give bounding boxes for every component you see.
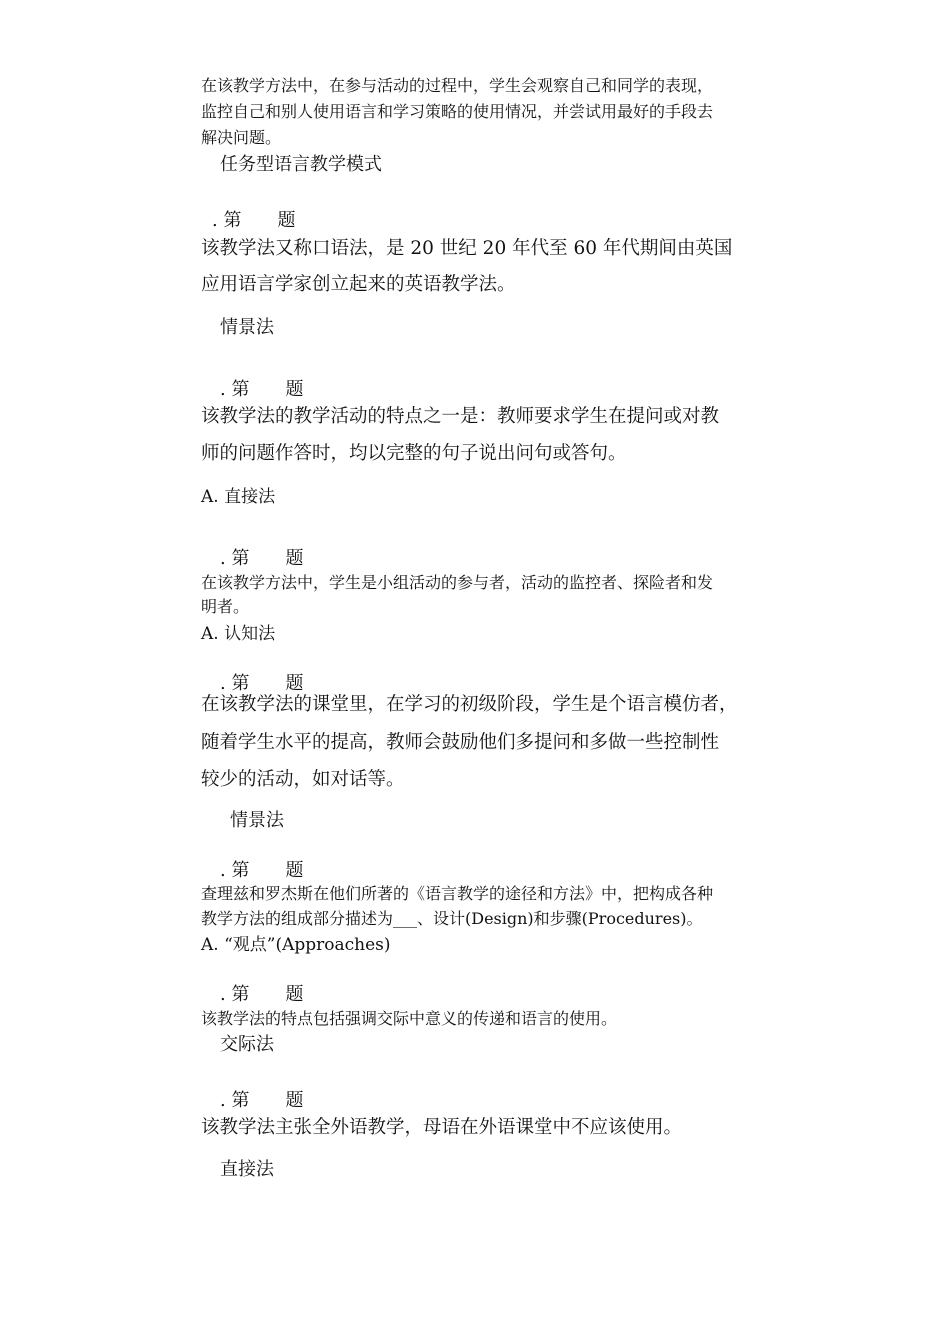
question-answer: 情景法 [220, 317, 274, 338]
question-header: . 第 题 [220, 1090, 304, 1111]
question-answer: A. “观点”(Approaches) [201, 935, 391, 955]
question-header: . 第 题 [220, 379, 304, 400]
question-line: 该教学法的教学活动的特点之一是：教师要求学生在提问或对教 [201, 406, 720, 427]
question-line: 教学方法的组成部分描述为___、设计(Design)和步骤(Procedures)。 [201, 909, 703, 928]
question-header: . 第 题 [220, 673, 304, 694]
question-line: 在该教学方法中，学生是小组活动的参与者，活动的监控者、探险者和发 [201, 573, 714, 592]
question-line: 应用语言学家创立起来的英语教学法。 [201, 274, 516, 295]
question-answer: A. 直接法 [201, 487, 276, 507]
intro-line: 监控自己和别人使用语言和学习策略的使用情况，并尝试用最好的手段去 [201, 102, 714, 121]
question-line: 在该教学法的课堂里，在学习的初级阶段，学生是个语言模仿者， [201, 694, 738, 715]
question-answer: 直接法 [220, 1159, 274, 1180]
question-line: 师的问题作答时，均以完整的句子说出问句或答句。 [201, 443, 627, 464]
question-header: . 第 题 [212, 210, 296, 231]
intro-line: 解决问题。 [201, 128, 282, 147]
question-line: 查理兹和罗杰斯在他们所著的《语言教学的途径和方法》中，把构成各种 [201, 884, 714, 903]
question-line: 随着学生水平的提高，教师会鼓励他们多提问和多做一些控制性 [201, 732, 720, 753]
question-line: 该教学法主张全外语教学，母语在外语课堂中不应该使用。 [201, 1117, 683, 1138]
question-answer: 情景法 [230, 810, 284, 831]
question-header: . 第 题 [220, 984, 304, 1005]
question-header: . 第 题 [220, 548, 304, 569]
question-answer: A. 认知法 [201, 624, 276, 644]
question-answer: 交际法 [220, 1034, 274, 1055]
intro-line: 在该教学方法中，在参与活动的过程中，学生会观察自己和同学的表现， [201, 76, 714, 95]
question-line: 明者。 [201, 597, 250, 616]
intro-answer: 任务型语言教学模式 [220, 154, 382, 175]
question-line: 较少的活动，如对话等。 [201, 769, 405, 790]
question-line: 该教学法又称口语法，是 20 世纪 20 年代至 60 年代期间由英国 [201, 238, 733, 259]
question-line: 该教学法的特点包括强调交际中意义的传递和语言的使用。 [201, 1009, 618, 1028]
question-header: . 第 题 [220, 860, 304, 881]
